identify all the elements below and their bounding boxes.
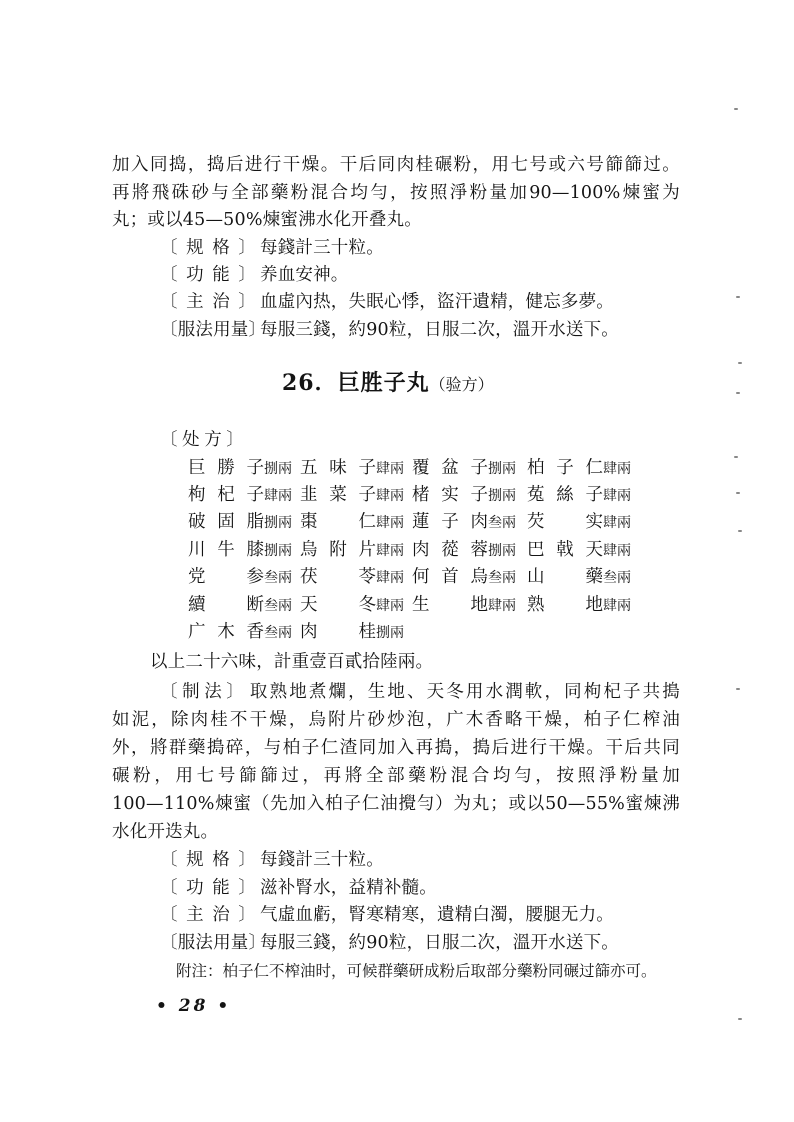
- herb-entry: [188, 456, 292, 481]
- scan-mark: [736, 492, 740, 494]
- herb-entry: [188, 565, 292, 590]
- recipe-title: [282, 368, 494, 400]
- herb-quantity: 肆兩: [603, 515, 631, 531]
- herb-entry: [300, 510, 404, 535]
- herb-quantity: 捌兩: [264, 461, 292, 477]
- field-text: 每錢計三十粒。: [260, 850, 384, 870]
- method-text: 取熟地煮爛，生地、天冬用水潤軟，同枸杞子共搗: [248, 682, 680, 702]
- herb-name: 何首烏: [412, 567, 488, 587]
- scan-mark: [736, 392, 740, 394]
- herb-quantity: 捌兩: [264, 515, 292, 531]
- herb-entry: [300, 565, 404, 590]
- herb-name: 棗仁: [300, 512, 376, 532]
- recipe-name: 巨胜子丸: [337, 370, 430, 396]
- herb-quantity: 捌兩: [488, 461, 516, 477]
- scan-mark: [738, 1018, 742, 1020]
- herb-entry: [412, 510, 516, 535]
- field-row: [160, 318, 619, 342]
- herb-quantity: 肆兩: [603, 543, 631, 559]
- herb-quantity: 捌兩: [376, 625, 404, 641]
- field-label: 〔功能〕: [160, 265, 256, 285]
- field-label: 〔规格〕: [160, 238, 256, 258]
- herb-entry: [300, 620, 404, 645]
- footnote: 附注：柏子仁不榨油时，可候群藥研成粉后取部分藥粉同碾过篩亦可。: [176, 962, 657, 980]
- herb-quantity: 肆兩: [603, 461, 631, 477]
- herb-quantity: 肆兩: [603, 488, 631, 504]
- herb-name: 破固脂: [188, 512, 264, 532]
- field-label: 〔主治〕: [160, 292, 256, 312]
- herb-quantity: 肆兩: [376, 570, 404, 586]
- herb-quantity: 叁兩: [488, 515, 516, 531]
- herb-entry: [412, 538, 516, 563]
- herb-name: 党参: [188, 567, 264, 587]
- scan-mark: [734, 456, 738, 458]
- herb-name: 枸杞子: [188, 485, 264, 505]
- field-label: 〔处方〕: [160, 430, 244, 450]
- herb-name: 蓮子肉: [412, 512, 488, 532]
- herb-name: 肉桂: [300, 622, 376, 642]
- field-text: 滋补腎水，益精补髓。: [260, 878, 437, 898]
- ingredient-summary: 以上二十六味，計重壹百貳拾陸兩。: [150, 652, 434, 672]
- herb-quantity: 叁兩: [603, 570, 631, 586]
- scan-mark: [738, 362, 742, 364]
- herb-name: 熟地: [527, 595, 603, 615]
- herb-name: 山藥: [527, 567, 603, 587]
- herb-entry: [412, 456, 516, 481]
- field-label: 〔服法用量〕: [160, 933, 267, 953]
- herb-quantity: 肆兩: [376, 515, 404, 531]
- herb-quantity: 叁兩: [264, 598, 292, 614]
- herb-name: 柏子仁: [527, 458, 603, 478]
- herb-quantity: 肆兩: [376, 461, 404, 477]
- field-row: [160, 263, 349, 287]
- method-line: 碾粉，用七号篩篩过，再將全部藥粉混合均勻，按照淨粉量加: [112, 766, 680, 786]
- herb-name: 芡实: [527, 512, 603, 532]
- method-line: 外，將群藥搗碎，与柏子仁渣同加入再搗，搗后进行干燥。干后共同: [112, 738, 680, 758]
- herb-name: 茯苓: [300, 567, 376, 587]
- herb-name: 覆盆子: [412, 458, 488, 478]
- herb-name: 巴戟天: [527, 540, 603, 560]
- field-row: [160, 236, 384, 260]
- herb-quantity: 叁兩: [264, 570, 292, 586]
- herb-name: 烏附片: [300, 540, 376, 560]
- herb-entry: [188, 510, 292, 535]
- herb-entry: [188, 620, 292, 645]
- herb-entry: [527, 483, 631, 508]
- field-row: [160, 290, 614, 314]
- herb-entry: [527, 593, 631, 618]
- herb-quantity: 叁兩: [264, 625, 292, 641]
- herb-name: 韭菜子: [300, 485, 376, 505]
- herb-entry: [412, 565, 516, 590]
- field-text: 每服三錢，約90粒，日服二次，溫开水送下。: [260, 933, 619, 953]
- herb-name: 巨勝子: [188, 458, 264, 478]
- field-row: [160, 848, 384, 872]
- field-label: 〔制法〕: [160, 682, 244, 702]
- herb-entry: [527, 538, 631, 563]
- field-row: [160, 876, 437, 900]
- herb-quantity: 捌兩: [488, 543, 516, 559]
- field-text: 每服三錢，約90粒，日服二次，溫开水送下。: [260, 320, 619, 340]
- field-text: 血虛內热，失眠心悸，盜汗遺精，健忘多夢。: [260, 292, 614, 312]
- field-label: 〔规格〕: [160, 850, 256, 870]
- herb-entry: [412, 483, 516, 508]
- herb-quantity: 捌兩: [264, 543, 292, 559]
- herb-quantity: 捌兩: [488, 488, 516, 504]
- scan-mark: [734, 108, 738, 110]
- herb-entry: [527, 565, 631, 590]
- recipe-source-note: （验方）: [429, 375, 494, 394]
- method-line: 100—110%煉蜜（先加入柏子仁油攪勻）为丸；或以50—55%蜜煉沸: [112, 794, 680, 814]
- field-label: 〔功能〕: [160, 878, 256, 898]
- method-line: [160, 680, 680, 704]
- herb-quantity: 肆兩: [376, 488, 404, 504]
- page-number: • 28 •: [156, 996, 232, 1016]
- scan-mark: [738, 530, 742, 532]
- herb-entry: [300, 456, 404, 481]
- herb-name: 川牛膝: [188, 540, 264, 560]
- herb-quantity: 肆兩: [376, 543, 404, 559]
- herb-name: 广木香: [188, 622, 264, 642]
- herb-quantity: 肆兩: [603, 598, 631, 614]
- field-label: 〔服法用量〕: [160, 320, 267, 340]
- intro-line: 再將飛硃砂与全部藥粉混合均勻，按照淨粉量加90—100%煉蜜为: [112, 183, 680, 203]
- herb-name: 菟絲子: [527, 485, 603, 505]
- herb-entry: [527, 456, 631, 481]
- field-text: 每錢計三十粒。: [260, 238, 384, 258]
- scan-mark: [736, 688, 740, 690]
- herb-entry: [300, 483, 404, 508]
- intro-line: 加入同捣，捣后进行干燥。干后同肉桂碾粉，用七号或六号篩篩过。: [112, 155, 680, 175]
- method-line: 水化开迭丸。: [112, 822, 219, 842]
- herb-entry: [188, 538, 292, 563]
- field-row: [160, 903, 614, 927]
- herb-quantity: 肆兩: [264, 488, 292, 504]
- herb-quantity: 肆兩: [376, 598, 404, 614]
- herb-name: 續断: [188, 595, 264, 615]
- herb-name: 天冬: [300, 595, 376, 615]
- recipe-number: 26．: [282, 370, 338, 396]
- field-label: 〔主治〕: [160, 905, 256, 925]
- herb-entry: [300, 593, 404, 618]
- prescription-label: [160, 428, 248, 452]
- intro-line: 丸；或以45—50%煉蜜沸水化开叠丸。: [112, 210, 422, 230]
- herb-quantity: 肆兩: [488, 598, 516, 614]
- herb-entry: [527, 510, 631, 535]
- field-text: 养血安神。: [260, 265, 349, 285]
- herb-name: 生地: [412, 595, 488, 615]
- herb-name: 五味子: [300, 458, 376, 478]
- herb-quantity: 叁兩: [488, 570, 516, 586]
- herb-name: 肉蓯蓉: [412, 540, 488, 560]
- herb-entry: [188, 593, 292, 618]
- herb-entry: [188, 483, 292, 508]
- herb-entry: [300, 538, 404, 563]
- herb-name: 楮实子: [412, 485, 488, 505]
- herb-entry: [412, 593, 516, 618]
- scan-mark: [736, 296, 740, 298]
- field-text: 气虛血虧，腎寒精寒，遺精白濁，腰腿无力。: [260, 905, 614, 925]
- method-line: 如泥，除肉桂不干燥，烏附片砂炒泡，广木香略干燥，柏子仁榨油: [112, 710, 680, 730]
- field-row: [160, 931, 619, 955]
